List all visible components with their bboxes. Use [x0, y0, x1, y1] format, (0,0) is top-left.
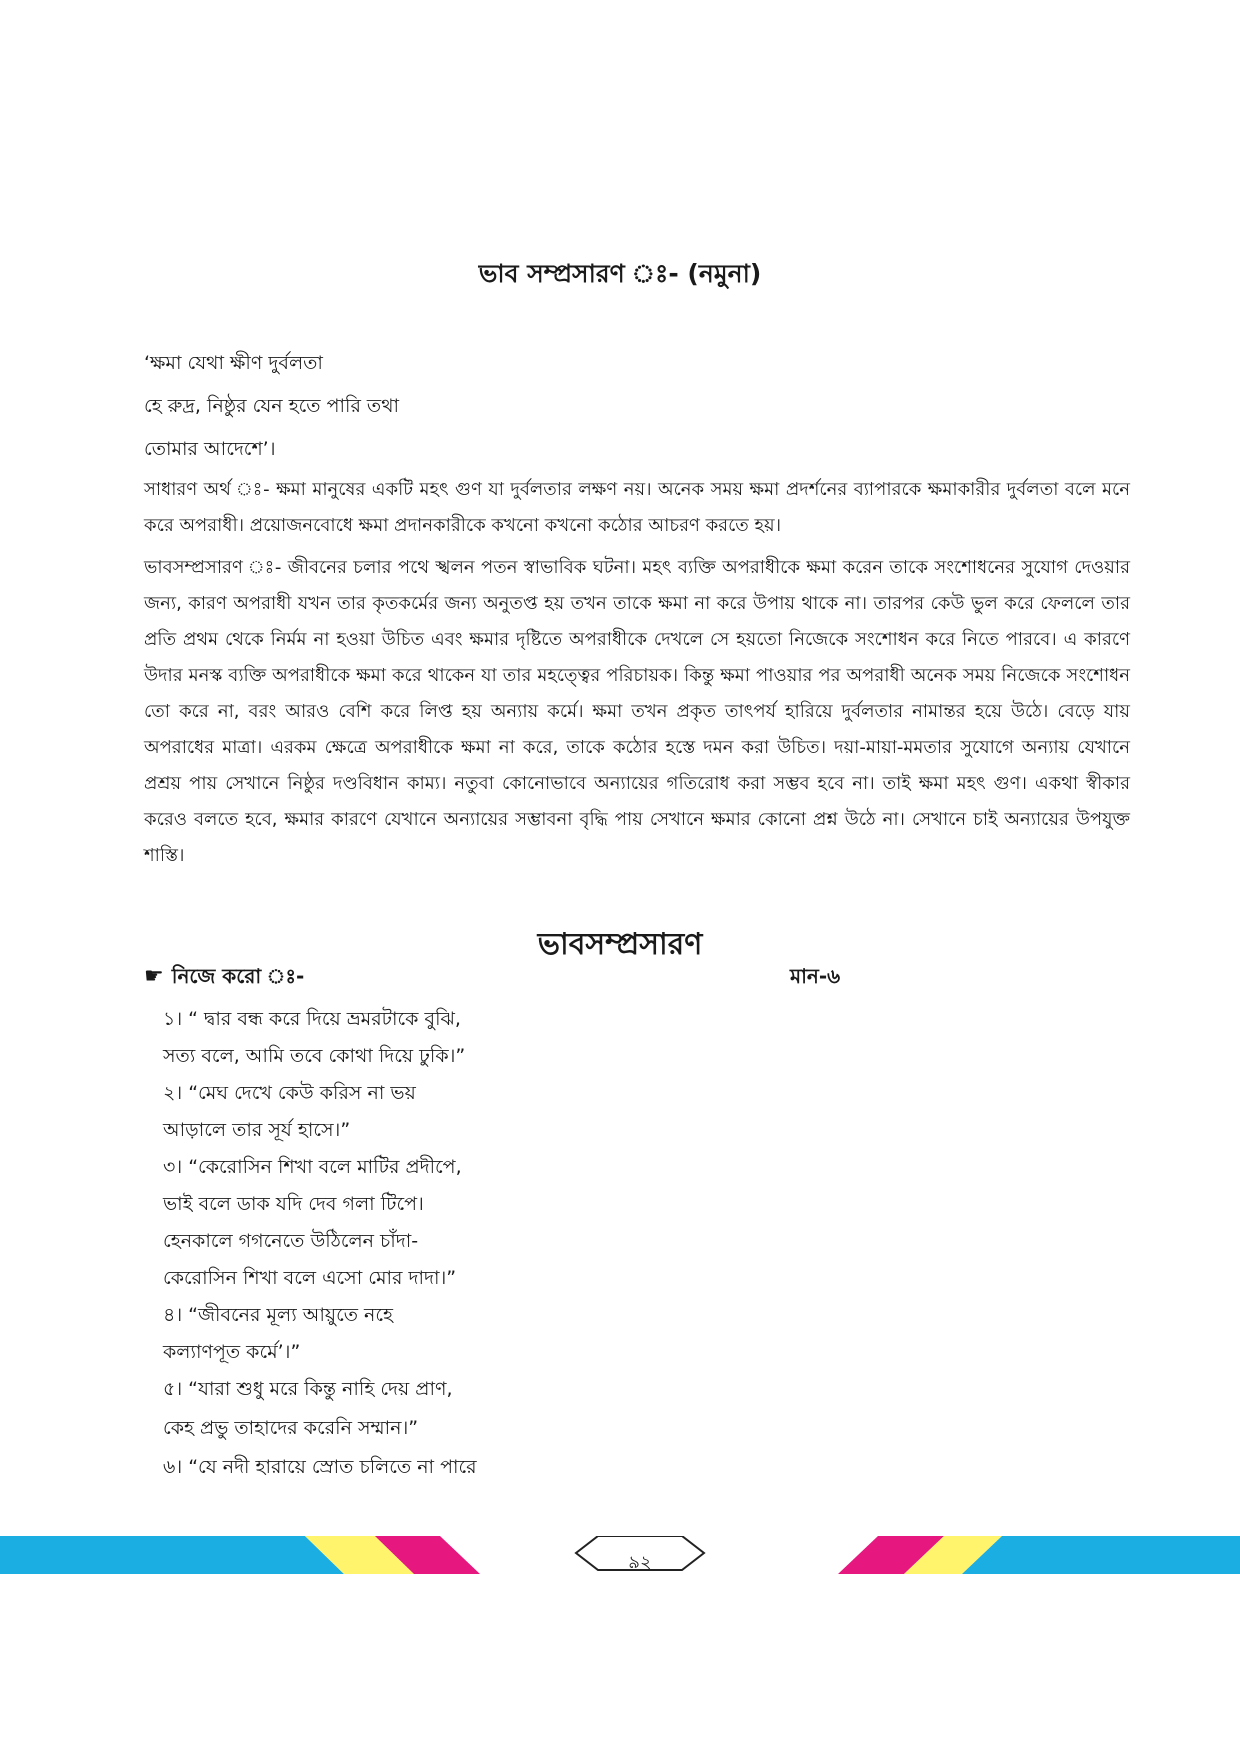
section-title: ভাবসম্প্রসারণ	[537, 927, 703, 962]
exercise-line: কেহ প্রভু তাহাদের করেনি সম্মান।”	[163, 1417, 419, 1439]
footer-cyan-left	[0, 1536, 344, 1574]
expansion-text: জীবনের চলার পথে স্খলন পতন স্বাভাবিক ঘটনা। মহৎ ব্যক্তি অপরাধীকে ক্ষমা করেন তাকে সংশোধনের সুযোগ দেওয়ার জন্য, কারণ অপরাধী যখন তার কৃতকর্মের জন্য অনুতপ্ত হয় তখন তাকে ক্ষমা না করে উপায় থাকে না। তারপর কেউ ভুল করে ফেললে তার প্রতি প্রথম থেকে নির্মম না হওয়া উচিত এবং ক্ষমার দৃষ্টিতে অপরাধীকে দেখলে সে হয়তো নিজেকে সংশোধন করে নিতে পারবে। এ কারণে উদার মনস্ক ব্যক্তি অপরাধীকে ক্ষমা করে থাকেন যা তার মহত্ত্বের পরিচায়ক। কিন্তু ক্ষমা পাওয়ার পর অপরাধী অনেক সময় নিজেকে সংশোধন তো করে না, বরং আরও বেশি করে লিপ্ত হয় অন্যায় কর্মে। ক্ষমা তখন প্রকৃত তাৎপর্য হারিয়ে দুর্বলতার নামান্তর হয়ে উঠে। বেড়ে যায় অপরাধের মাত্রা। এরকম ক্ষেত্রে অপরাধীকে ক্ষমা না করে, তাকে কঠোর হস্তে দমন করা উচিত। দয়া-মায়া-মমতার সুযোগে অন্যায় যেখানে প্রশ্রয় পায় সেখানে নিষ্ঠুর দণ্ডবিধান কাম্য। নতুবা কোনোভাবে অন্যায়ের গতিরোধ করা সম্ভব হবে না। তাই ক্ষমা মহৎ গুণ। একথা স্বীকার করেও বলতে হবে, ক্ষমার কারণে যেখানে অন্যায়ের সম্ভাবনা বৃদ্ধি পায় সেখানে ক্ষমার কোনো প্রশ্ন উঠে না। সেখানে চাই অন্যায়ের উপযুক্ত শাস্তি।	[144, 557, 1130, 866]
expansion-paragraph	[144, 550, 1130, 874]
general-meaning-text: ক্ষমা মানুষের একটি মহৎ গুণ যা দুর্বলতার লক্ষণ নয়। অনেক সময় ক্ষমা প্রদর্শনের ব্যাপারকে ক্ষমাকারীর দুর্বলতা বলে মনে করে অপরাধী। প্রয়োজনবোধে ক্ষমা প্রদানকারীকে কখনো কখনো কঠোর আচরণ করতে হয়।	[144, 479, 1130, 536]
page-title: ভাব সম্প্রসারণ ঃ- (নমুনা)	[478, 259, 762, 288]
quote-line: তোমার আদেশে’।	[144, 438, 276, 460]
exercise-line: ৬। “যে নদী হারায়ে স্রোত চলিতে না পারে	[163, 1456, 477, 1478]
exercise-line: কেরোসিন শিখা বলে এসো মোর দাদা।”	[163, 1267, 457, 1289]
exercise-line: ৫। “যারা শুধু মরে কিন্তু নাহি দেয় প্রাণ,	[163, 1378, 453, 1400]
marks-label: মান-৬	[790, 964, 841, 988]
exercise-label: নিজে করো ঃ-	[171, 964, 305, 988]
exercise-line: হেনকালে গগনেতে উঠিলেন চাঁদা-	[163, 1230, 419, 1252]
pointing-hand-icon: ☛	[144, 964, 164, 989]
general-meaning-paragraph	[144, 472, 1130, 544]
expansion-label: ভাবসম্প্রসারণ ঃ-	[144, 557, 282, 578]
quote-line: ‘ক্ষমা যেথা ক্ষীণ দুর্বলতা	[144, 352, 323, 374]
exercise-line: ৪। “জীবনের মূল্য আয়ুতে নহে	[163, 1304, 393, 1326]
exercise-line: আড়ালে তার সূর্য হাসে।”	[163, 1119, 351, 1141]
quote-line: হে রুদ্র, নিষ্ঠুর যেন হতে পারি তথা	[144, 395, 400, 417]
exercise-line: ভাই বলে ডাক যদি দেব গলা টিপে।	[163, 1193, 424, 1215]
exercise-line: সত্য বলে, আমি তবে কোথা দিয়ে ঢুকি।”	[163, 1045, 466, 1067]
exercise-line: ৩। “কেরোসিন শিখা বলে মাটির প্রদীপে,	[163, 1156, 462, 1178]
exercise-line: ২। “মেঘ দেখে কেউ করিস না ভয়	[163, 1082, 416, 1104]
footer-cyan-right	[962, 1536, 1240, 1574]
exercise-line: ১। “ দ্বার বন্ধ করে দিয়ে ভ্রমরটাকে বুঝি,	[163, 1008, 461, 1030]
page-number: ৯২	[628, 1552, 652, 1573]
exercise-heading	[144, 962, 304, 995]
exercise-line: কল্যাণপূত কর্মে’।”	[163, 1341, 301, 1363]
general-meaning-label: সাধারণ অর্থ ঃ-	[144, 479, 270, 500]
